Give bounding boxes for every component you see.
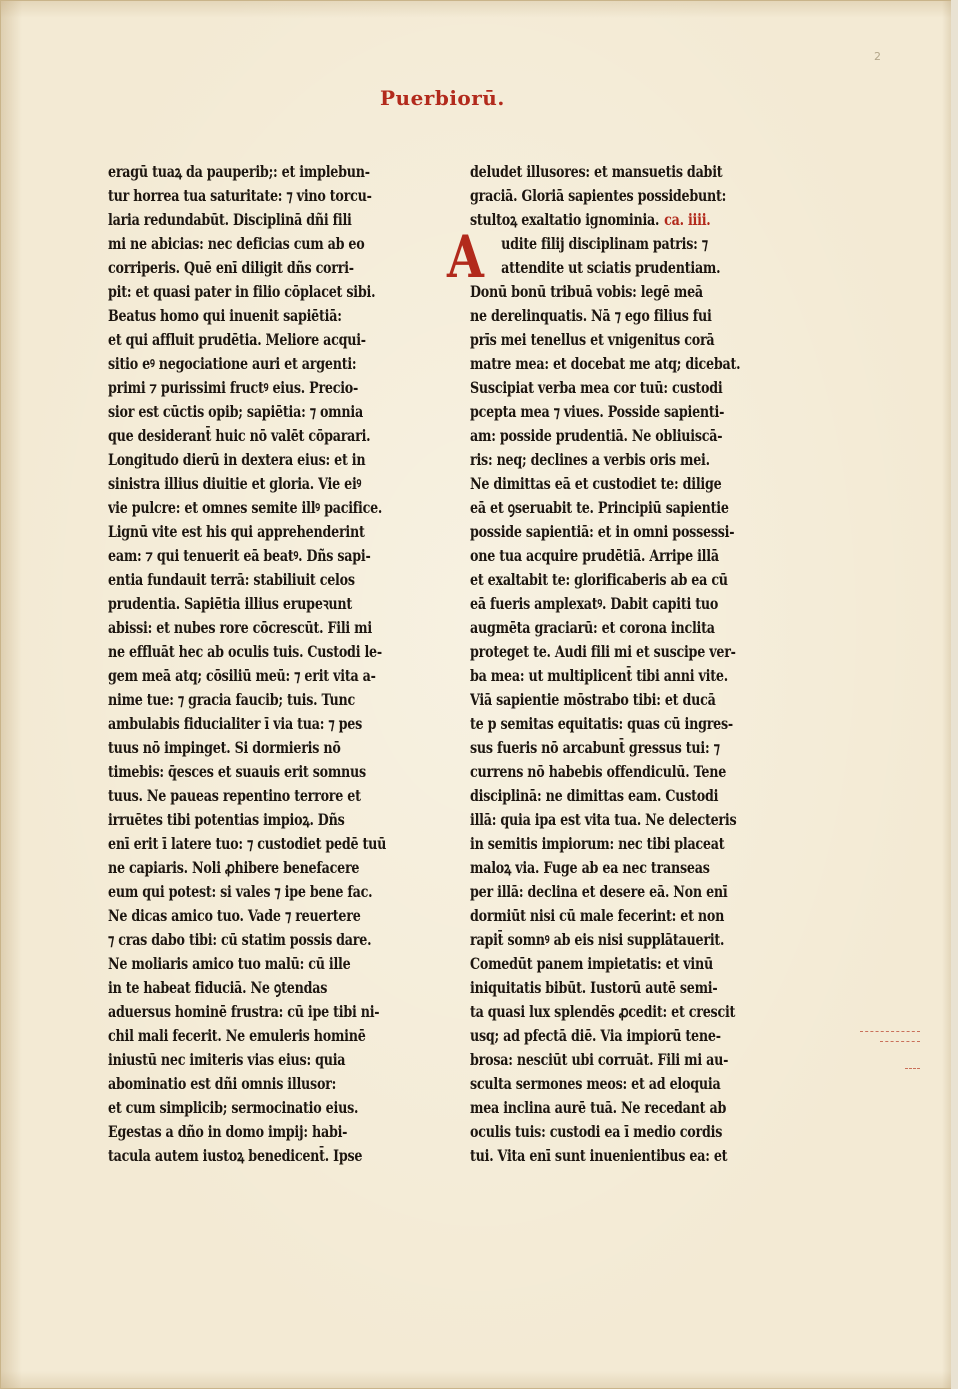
text-line-content: gem meā atq; cōsiliū meū: ⁊ erit vita a- [108, 666, 376, 685]
text-line [470, 808, 770, 832]
text-line-content: que desiderant̄ huic nō valēt cōparari. [108, 426, 371, 445]
text-line [108, 736, 408, 760]
text-line-content: Suscipiat verba mea cor tuū: custodi [470, 378, 723, 397]
text-line-content: ne capiaris. Noli ꝓhibere benefacere [108, 858, 360, 877]
text-line-content: et cum simplicib; sermocinatio eius. [108, 1098, 359, 1117]
text-line-content: vie pulcre: et omnes semite illꝰ pacifice. [108, 498, 383, 517]
text-line [108, 376, 408, 400]
text-line [470, 328, 770, 352]
text-line-content: tacula autem iustoꝝ benedicent̄. Ipse [108, 1146, 363, 1165]
text-line [470, 352, 770, 376]
text-line-content: prudentia. Sapiētia illius erupeꝛunt [108, 594, 353, 613]
text-line-content: matre mea: et docebat me atq; dicebat. [470, 354, 741, 373]
text-line [108, 1120, 408, 1144]
text-line [108, 952, 408, 976]
text-line [470, 400, 770, 424]
text-line [108, 784, 408, 808]
text-line [470, 496, 770, 520]
text-line [108, 976, 408, 1000]
text-line-content: in semitis impiorum: nec tibi placeat [470, 834, 725, 853]
text-line-content: mea inclina aurē tuā. Ne recedant ab [470, 1098, 727, 1117]
text-line-content: one tua acquire prudētiā. Arripe illā [470, 546, 719, 565]
text-line [108, 640, 408, 664]
text-line-content: eragū tuaꝝ da pauperib;: et implebun- [108, 162, 370, 181]
text-line [108, 400, 408, 424]
text-line-content: Comedūt panem impietatis: et vinū [470, 954, 714, 973]
text-line [470, 424, 770, 448]
text-line [470, 208, 770, 232]
text-line [470, 616, 770, 640]
text-line-content: primi ⁊ purissimi fructꝰ eius. Precio- [108, 378, 359, 397]
margin-mark [905, 1068, 920, 1069]
text-line [470, 832, 770, 856]
text-line [108, 1144, 408, 1168]
text-line-content: ambulabis fiducialiter ī via tua: ⁊ pes [108, 714, 363, 733]
text-line [470, 472, 770, 496]
text-line-content: Beatus homo qui inuenit sapiētiā: [108, 306, 342, 325]
text-line [470, 1024, 770, 1048]
text-line-content: usq; ad pfectā diē. Via impiorū tene- [470, 1026, 721, 1045]
text-line-content: eā et ꝯseruabit te. Principiū sapientie [470, 498, 729, 517]
text-line [108, 1000, 408, 1024]
text-line-content: pit: et quasi pater in filio cōplacet sibi. [108, 282, 376, 301]
text-line [470, 736, 770, 760]
decorated-initial: A [447, 223, 484, 291]
text-line-content: currens nō habebis offendiculū. Tene [470, 762, 727, 781]
text-line [108, 544, 408, 568]
text-line [108, 688, 408, 712]
text-line-content: corriperis. Quē enī diligit dñs corri- [108, 258, 354, 277]
text-line [108, 760, 408, 784]
text-line-content: udite filij disciplinam patris: ⁊ [501, 234, 708, 253]
text-line [108, 1096, 408, 1120]
text-line-content: posside sapientiā: et in omni possessi- [470, 522, 735, 541]
text-line-content: prīs mei tenellus et vnigenitus corā [470, 330, 715, 349]
text-line [470, 688, 770, 712]
text-line-content: tur horrea tua saturitate: ⁊ vino torcu- [108, 186, 372, 205]
text-line [470, 448, 770, 472]
text-line-content: disciplinā: ne dimittas eam. Custodi [470, 786, 719, 805]
text-line [108, 520, 408, 544]
text-line [470, 1144, 770, 1168]
text-line-content: ⁊ cras dabo tibi: cū statim possis dare. [108, 930, 372, 949]
text-line [470, 928, 770, 952]
text-line [470, 784, 770, 808]
text-line [108, 664, 408, 688]
text-line-content: in te habeat fiduciā. Ne ꝯtendas [108, 978, 328, 997]
text-line-content: Ne moliaris amico tuo malū: cū ille [108, 954, 351, 973]
margin-mark [880, 1041, 920, 1042]
text-line-content: brosa: nesciūt ubi corruāt. Fili mi au- [470, 1050, 729, 1069]
text-line [108, 448, 408, 472]
text-line [108, 1024, 408, 1048]
text-line-content: Egestas a dño in domo impij: habi- [108, 1122, 348, 1141]
text-line [108, 184, 408, 208]
running-head: Puerbiorū. [380, 86, 505, 110]
text-line [470, 568, 770, 592]
text-line-content: oculis tuis: custodi ea ī medio cordis [470, 1122, 723, 1141]
text-line [108, 856, 408, 880]
text-line [470, 256, 801, 280]
text-line-content: abominatio est dñi omnis illusor: [108, 1074, 337, 1093]
text-line [470, 904, 770, 928]
text-line-content: attendite ut sciatis prudentiam. [501, 258, 721, 277]
text-line [108, 496, 408, 520]
text-line [108, 592, 408, 616]
text-line [108, 568, 408, 592]
text-line [108, 256, 408, 280]
text-line-content: sus fueris nō arcabunt̄ gressus tui: ⁊ [470, 738, 720, 757]
text-line [108, 1048, 408, 1072]
text-line-content: et exaltabit te: glorificaberis ab ea cū [470, 570, 728, 589]
text-line [108, 808, 408, 832]
text-line [470, 280, 770, 304]
text-line [470, 544, 770, 568]
text-line [470, 520, 770, 544]
text-line [108, 208, 408, 232]
text-line-content: proteget te. Audi fili mi et suscipe ver- [470, 642, 736, 661]
text-line-content: Viā sapientie mōstrabo tibi: et ducā [470, 690, 716, 709]
text-line [470, 712, 770, 736]
text-line [470, 640, 770, 664]
text-line-content: pcepta mea ⁊ viues. Posside sapienti- [470, 402, 725, 421]
text-line [470, 1096, 770, 1120]
text-line [470, 1072, 770, 1096]
text-line-content: ris: neq; declines a verbis oris mei. [470, 450, 710, 469]
text-line [108, 616, 408, 640]
text-line-content: entia fundauit terrā: stabiliuit celos [108, 570, 355, 589]
text-line-content: irruētes tibi potentias impioꝝ. Dñs [108, 810, 345, 829]
folio-number: 2 [874, 50, 881, 63]
text-line-content: eam: ⁊ qui tenuerit eā beatꝰ. Dñs sapi- [108, 546, 371, 565]
text-line-content: timebis: q̄esces et suauis erit somnus [108, 762, 366, 781]
text-line-content: Longitudo dierū in dextera eius: et in [108, 450, 366, 469]
text-line [470, 376, 770, 400]
text-line-content: enī erit ī latere tuo: ⁊ custodiet pedē tuū [108, 834, 387, 853]
left-text-column [108, 160, 408, 1168]
text-line-content: stultoꝝ exaltatio ignominia. [470, 210, 660, 229]
text-line-content: et qui affluit prudētia. Meliore acqui- [108, 330, 366, 349]
text-line [108, 712, 408, 736]
text-line-content: ne effluāt hec ab oculis tuis. Custodi le- [108, 642, 382, 661]
text-line-content: sitio eꝰ negociatione auri et argenti: [108, 354, 357, 373]
text-line-content: Ne dicas amico tuo. Vade ⁊ reuertere [108, 906, 361, 925]
text-line-content: sinistra illius diuitie et gloria. Vie eiꝰ [108, 474, 362, 493]
text-line-content: ne derelinquatis. Nā ⁊ ego filius fui [470, 306, 712, 325]
text-line [470, 880, 770, 904]
margin-mark [860, 1031, 920, 1032]
text-line [108, 280, 408, 304]
text-line-content: iniustū nec imiteris vias eius: quia [108, 1050, 346, 1069]
text-line [108, 880, 408, 904]
text-line [108, 160, 408, 184]
chapter-rubric: ca. iiii. [664, 210, 711, 229]
text-line [108, 424, 408, 448]
text-line-content: Ne dimittas eā et custodiet te: dilige [470, 474, 722, 493]
right-text-column [447, 160, 770, 1168]
text-line [108, 904, 408, 928]
text-line [470, 1120, 770, 1144]
text-line-content: chil mali fecerit. Ne emuleris hominē [108, 1026, 366, 1045]
text-line-content: augmēta graciarū: et corona inclita [470, 618, 715, 637]
text-line [470, 1000, 770, 1024]
text-line-content: sculta sermones meos: et ad eloquia [470, 1074, 721, 1093]
text-line-content: tui. Vita enī sunt inuenientibus ea: et [470, 1146, 728, 1165]
text-line [108, 832, 408, 856]
text-line-content: dormiūt nisi cū male fecerint: et non [470, 906, 725, 925]
text-line-content: te p semitas equitatis: quas cū ingres- [470, 714, 733, 733]
text-line-content: am: posside prudentiā. Ne obliuiscā- [470, 426, 723, 445]
text-line [470, 592, 770, 616]
text-line-content: sior est cūctis opib; sapiētia: ⁊ omnia [108, 402, 363, 421]
text-line-content: iniquitatis bibūt. Iustorū autē semi- [470, 978, 718, 997]
text-line-content: maloꝝ via. Fuge ab ea nec transeas [470, 858, 710, 877]
text-line [470, 856, 770, 880]
text-line [470, 760, 770, 784]
text-line-content: rapit̄ somnꝰ ab eis nisi supplātauerit. [470, 930, 725, 949]
text-line [470, 160, 770, 184]
text-line-content: Lignū vite est his qui apprehenderint [108, 522, 365, 541]
text-line-content: mi ne abicias: nec deficias cum ab eo [108, 234, 365, 253]
text-line-content: laria redundabūt. Disciplinā dñi fili [108, 210, 352, 229]
text-line [108, 232, 408, 256]
text-line-content: Donū bonū tribuā vobis: legē meā [470, 282, 703, 301]
text-line-content: graciā. Gloriā sapientes possidebunt: [470, 186, 727, 205]
text-line-content: ba mea: ut multiplicent̄ tibi anni vite. [470, 666, 728, 685]
text-line-content: tuus. Ne paueas repentino terrore et [108, 786, 361, 805]
text-line [108, 928, 408, 952]
text-line [470, 976, 770, 1000]
text-line-content: eā fueris amplexatꝰ. Dabit capiti tuo [470, 594, 719, 613]
text-line [108, 352, 408, 376]
text-line-content: tuus nō impinget. Si dormieris nō [108, 738, 341, 757]
text-line-content: nime tue: ⁊ gracia faucib; tuis. Tunc [108, 690, 356, 709]
text-line-content: deludet illusores: et mansuetis dabit [470, 162, 723, 181]
text-line-content: per illā: declina et desere eā. Non enī [470, 882, 728, 901]
text-line [470, 1048, 770, 1072]
text-line [470, 664, 770, 688]
page-edge [951, 0, 958, 1389]
text-line [108, 304, 408, 328]
text-line-content: ta quasi lux splendēs ꝓcedit: et crescit [470, 1002, 736, 1021]
text-line [470, 304, 770, 328]
text-line [470, 184, 770, 208]
text-line-content: illā: quia ipa est vita tua. Ne delecteris [470, 810, 737, 829]
text-line-content: abissi: et nubes rore cōcrescūt. Fili mi [108, 618, 372, 637]
text-line [108, 472, 408, 496]
text-line [108, 328, 408, 352]
text-line [108, 1072, 408, 1096]
text-line-content: aduersus hominē frustra: cū ipe tibi ni- [108, 1002, 380, 1021]
text-line [470, 952, 770, 976]
text-line-content: eum qui potest: si vales ⁊ ipe bene fac. [108, 882, 373, 901]
